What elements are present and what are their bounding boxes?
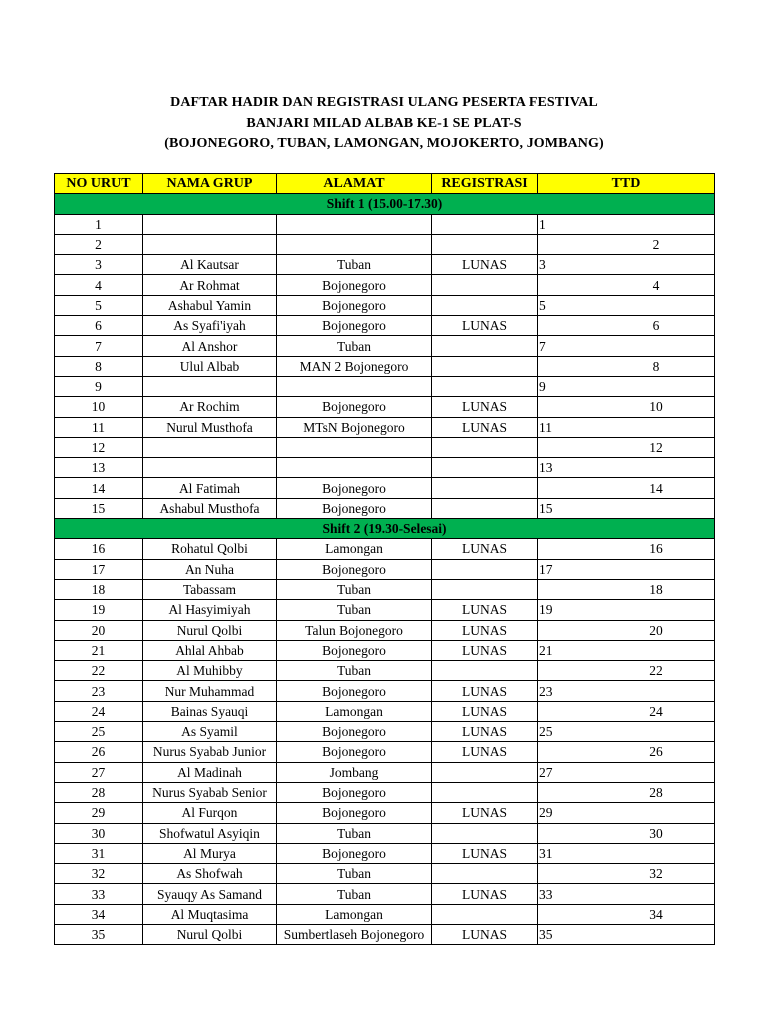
- registrasi-cell: LUNAS: [432, 803, 538, 823]
- registrasi-cell: [432, 336, 538, 356]
- nama-grup-cell: Nurul Qolbi: [143, 924, 277, 944]
- attendance-table: [54, 173, 715, 945]
- alamat-cell: Bojonegoro: [277, 316, 432, 336]
- nama-grup-cell: Bainas Syauqi: [143, 701, 277, 721]
- no-urut-cell: 8: [55, 356, 143, 376]
- nama-grup-cell: As Shofwah: [143, 864, 277, 884]
- ttd-cell[interactable]: 18: [538, 579, 715, 599]
- ttd-cell[interactable]: 8: [538, 356, 715, 376]
- shift-label: Shift 1 (15.00-17.30): [55, 194, 715, 214]
- no-urut-cell: 31: [55, 843, 143, 863]
- nama-grup-cell: Al Fatimah: [143, 478, 277, 498]
- ttd-cell[interactable]: 5: [538, 295, 715, 315]
- nama-grup-cell: An Nuha: [143, 559, 277, 579]
- document-title-line3: (BOJONEGORO, TUBAN, LAMONGAN, MOJOKERTO, JOMBANG): [164, 136, 604, 151]
- ttd-cell[interactable]: 26: [538, 742, 715, 762]
- shift-label: Shift 2 (19.30-Selesai): [55, 519, 715, 539]
- alamat-cell: Bojonegoro: [277, 397, 432, 417]
- nama-grup-cell: [143, 437, 277, 457]
- no-urut-cell: 22: [55, 661, 143, 681]
- no-urut-cell: 13: [55, 458, 143, 478]
- table-row: [55, 255, 715, 275]
- ttd-cell[interactable]: 28: [538, 782, 715, 802]
- no-urut-cell: 19: [55, 600, 143, 620]
- nama-grup-cell: Ashabul Musthofa: [143, 498, 277, 518]
- table-row: [55, 478, 715, 498]
- registrasi-cell: LUNAS: [432, 600, 538, 620]
- registrasi-cell: [432, 437, 538, 457]
- nama-grup-cell: Al Hasyimiyah: [143, 600, 277, 620]
- ttd-cell[interactable]: 23: [538, 681, 715, 701]
- nama-grup-cell: Ahlal Ahbab: [143, 640, 277, 660]
- alamat-cell: Bojonegoro: [277, 722, 432, 742]
- alamat-cell: Bojonegoro: [277, 295, 432, 315]
- nama-grup-cell: Al Anshor: [143, 336, 277, 356]
- table-row: [55, 843, 715, 863]
- no-urut-cell: 17: [55, 559, 143, 579]
- registrasi-cell: LUNAS: [432, 640, 538, 660]
- registrasi-cell: LUNAS: [432, 316, 538, 336]
- table-row: [55, 681, 715, 701]
- registrasi-cell: [432, 579, 538, 599]
- ttd-cell[interactable]: 10: [538, 397, 715, 417]
- alamat-cell: [277, 214, 432, 234]
- ttd-cell[interactable]: 11: [538, 417, 715, 437]
- table-row: [55, 762, 715, 782]
- nama-grup-cell: Ulul Albab: [143, 356, 277, 376]
- ttd-cell[interactable]: 25: [538, 722, 715, 742]
- no-urut-cell: 26: [55, 742, 143, 762]
- document-title-line1: DAFTAR HADIR DAN REGISTRASI ULANG PESERTA FESTIVAL: [170, 95, 598, 110]
- table-row: [55, 722, 715, 742]
- registrasi-cell: LUNAS: [432, 742, 538, 762]
- registrasi-cell: [432, 904, 538, 924]
- alamat-cell: Bojonegoro: [277, 681, 432, 701]
- no-urut-cell: 14: [55, 478, 143, 498]
- nama-grup-cell: Nurus Syabab Senior: [143, 782, 277, 802]
- shift-row: [55, 519, 715, 539]
- no-urut-cell: 34: [55, 904, 143, 924]
- registrasi-cell: LUNAS: [432, 620, 538, 640]
- table-row: [55, 417, 715, 437]
- alamat-cell: [277, 234, 432, 254]
- registrasi-cell: [432, 498, 538, 518]
- ttd-cell[interactable]: 1: [538, 214, 715, 234]
- nama-grup-cell: [143, 214, 277, 234]
- no-urut-cell: 20: [55, 620, 143, 640]
- ttd-cell[interactable]: 33: [538, 884, 715, 904]
- nama-grup-cell: [143, 376, 277, 396]
- registrasi-cell: LUNAS: [432, 417, 538, 437]
- nama-grup-cell: As Syamil: [143, 722, 277, 742]
- ttd-cell[interactable]: 9: [538, 376, 715, 396]
- header-row: [55, 174, 715, 194]
- nama-grup-cell: Syauqy As Samand: [143, 884, 277, 904]
- table-row: [55, 559, 715, 579]
- alamat-cell: [277, 376, 432, 396]
- no-urut-cell: 10: [55, 397, 143, 417]
- no-urut-cell: 23: [55, 681, 143, 701]
- no-urut-cell: 32: [55, 864, 143, 884]
- header-nama-grup: NAMA GRUP: [143, 174, 277, 194]
- registrasi-cell: LUNAS: [432, 701, 538, 721]
- alamat-cell: Tuban: [277, 864, 432, 884]
- alamat-cell: Bojonegoro: [277, 742, 432, 762]
- registrasi-cell: [432, 214, 538, 234]
- alamat-cell: Bojonegoro: [277, 275, 432, 295]
- registrasi-cell: [432, 782, 538, 802]
- no-urut-cell: 35: [55, 924, 143, 944]
- nama-grup-cell: Al Muqtasima: [143, 904, 277, 924]
- no-urut-cell: 16: [55, 539, 143, 559]
- table-row: [55, 661, 715, 681]
- ttd-cell[interactable]: 34: [538, 904, 715, 924]
- ttd-cell[interactable]: 22: [538, 661, 715, 681]
- registrasi-cell: LUNAS: [432, 681, 538, 701]
- ttd-cell[interactable]: 20: [538, 620, 715, 640]
- table-row: [55, 437, 715, 457]
- registrasi-cell: [432, 823, 538, 843]
- ttd-cell[interactable]: 19: [538, 600, 715, 620]
- no-urut-cell: 9: [55, 376, 143, 396]
- alamat-cell: [277, 458, 432, 478]
- nama-grup-cell: Al Murya: [143, 843, 277, 863]
- registrasi-cell: [432, 356, 538, 376]
- alamat-cell: Bojonegoro: [277, 498, 432, 518]
- no-urut-cell: 18: [55, 579, 143, 599]
- alamat-cell: Tuban: [277, 661, 432, 681]
- alamat-cell: Lamongan: [277, 904, 432, 924]
- alamat-cell: Talun Bojonegoro: [277, 620, 432, 640]
- no-urut-cell: 3: [55, 255, 143, 275]
- no-urut-cell: 11: [55, 417, 143, 437]
- no-urut-cell: 6: [55, 316, 143, 336]
- table-row: [55, 498, 715, 518]
- registrasi-cell: [432, 661, 538, 681]
- table-row: [55, 884, 715, 904]
- registrasi-cell: [432, 234, 538, 254]
- alamat-cell: Bojonegoro: [277, 843, 432, 863]
- table-row: [55, 600, 715, 620]
- registrasi-cell: [432, 762, 538, 782]
- alamat-cell: Tuban: [277, 579, 432, 599]
- table-row: [55, 214, 715, 234]
- alamat-cell: Tuban: [277, 884, 432, 904]
- nama-grup-cell: [143, 458, 277, 478]
- nama-grup-cell: Al Furqon: [143, 803, 277, 823]
- no-urut-cell: 30: [55, 823, 143, 843]
- ttd-cell[interactable]: 24: [538, 701, 715, 721]
- nama-grup-cell: Ar Rohmat: [143, 275, 277, 295]
- ttd-cell[interactable]: 17: [538, 559, 715, 579]
- no-urut-cell: 12: [55, 437, 143, 457]
- table-row: [55, 397, 715, 417]
- nama-grup-cell: Nurus Syabab Junior: [143, 742, 277, 762]
- registrasi-cell: [432, 376, 538, 396]
- no-urut-cell: 27: [55, 762, 143, 782]
- ttd-cell[interactable]: 35: [538, 924, 715, 944]
- ttd-cell[interactable]: 30: [538, 823, 715, 843]
- registrasi-cell: [432, 864, 538, 884]
- alamat-cell: Tuban: [277, 255, 432, 275]
- nama-grup-cell: Nurul Qolbi: [143, 620, 277, 640]
- table-row: [55, 924, 715, 944]
- alamat-cell: Bojonegoro: [277, 478, 432, 498]
- table-row: [55, 234, 715, 254]
- nama-grup-cell: Nurul Musthofa: [143, 417, 277, 437]
- nama-grup-cell: Nur Muhammad: [143, 681, 277, 701]
- table-row: [55, 336, 715, 356]
- registrasi-cell: [432, 559, 538, 579]
- registrasi-cell: LUNAS: [432, 843, 538, 863]
- ttd-cell[interactable]: 13: [538, 458, 715, 478]
- table-row: [55, 579, 715, 599]
- ttd-cell[interactable]: 7: [538, 336, 715, 356]
- nama-grup-cell: Al Muhibby: [143, 661, 277, 681]
- no-urut-cell: 7: [55, 336, 143, 356]
- alamat-cell: Lamongan: [277, 539, 432, 559]
- table-row: [55, 782, 715, 802]
- nama-grup-cell: Ar Rochim: [143, 397, 277, 417]
- nama-grup-cell: Al Madinah: [143, 762, 277, 782]
- ttd-cell[interactable]: 27: [538, 762, 715, 782]
- ttd-cell[interactable]: 31: [538, 843, 715, 863]
- header-alamat: ALAMAT: [277, 174, 432, 194]
- registrasi-cell: LUNAS: [432, 397, 538, 417]
- no-urut-cell: 24: [55, 701, 143, 721]
- no-urut-cell: 15: [55, 498, 143, 518]
- registrasi-cell: LUNAS: [432, 884, 538, 904]
- header-no-urut: NO URUT: [55, 174, 143, 194]
- table-row: [55, 640, 715, 660]
- table-row: [55, 620, 715, 640]
- nama-grup-cell: As Syafi'iyah: [143, 316, 277, 336]
- ttd-cell[interactable]: 3: [538, 255, 715, 275]
- registrasi-cell: LUNAS: [432, 924, 538, 944]
- table-row: [55, 904, 715, 924]
- alamat-cell: MAN 2 Bojonegoro: [277, 356, 432, 376]
- alamat-cell: Bojonegoro: [277, 782, 432, 802]
- nama-grup-cell: Ashabul Yamin: [143, 295, 277, 315]
- alamat-cell: Tuban: [277, 600, 432, 620]
- ttd-cell[interactable]: 16: [538, 539, 715, 559]
- table-row: [55, 295, 715, 315]
- table-row: [55, 316, 715, 336]
- ttd-cell[interactable]: 29: [538, 803, 715, 823]
- alamat-cell: MTsN Bojonegoro: [277, 417, 432, 437]
- registrasi-cell: [432, 478, 538, 498]
- nama-grup-cell: Tabassam: [143, 579, 277, 599]
- registrasi-cell: [432, 295, 538, 315]
- nama-grup-cell: Shofwatul Asyiqin: [143, 823, 277, 843]
- document-title-line2: BANJARI MILAD ALBAB KE-1 SE PLAT-S: [246, 116, 522, 131]
- table-row: [55, 275, 715, 295]
- alamat-cell: Bojonegoro: [277, 559, 432, 579]
- registrasi-cell: LUNAS: [432, 539, 538, 559]
- table-row: [55, 458, 715, 478]
- nama-grup-cell: Al Kautsar: [143, 255, 277, 275]
- no-urut-cell: 25: [55, 722, 143, 742]
- no-urut-cell: 21: [55, 640, 143, 660]
- ttd-cell[interactable]: 21: [538, 640, 715, 660]
- no-urut-cell: 28: [55, 782, 143, 802]
- table-row: [55, 864, 715, 884]
- no-urut-cell: 5: [55, 295, 143, 315]
- ttd-cell[interactable]: 6: [538, 316, 715, 336]
- alamat-cell: [277, 437, 432, 457]
- no-urut-cell: 2: [55, 234, 143, 254]
- registrasi-cell: LUNAS: [432, 722, 538, 742]
- ttd-cell[interactable]: 32: [538, 864, 715, 884]
- header-registrasi: REGISTRASI: [432, 174, 538, 194]
- table-row: [55, 376, 715, 396]
- registrasi-cell: LUNAS: [432, 255, 538, 275]
- table-row: [55, 803, 715, 823]
- ttd-cell[interactable]: 12: [538, 437, 715, 457]
- no-urut-cell: 4: [55, 275, 143, 295]
- alamat-cell: Tuban: [277, 823, 432, 843]
- ttd-cell[interactable]: 14: [538, 478, 715, 498]
- shift-row: [55, 194, 715, 214]
- no-urut-cell: 1: [55, 214, 143, 234]
- table-row: [55, 356, 715, 376]
- no-urut-cell: 29: [55, 803, 143, 823]
- table-row: [55, 823, 715, 843]
- alamat-cell: Bojonegoro: [277, 803, 432, 823]
- alamat-cell: Bojonegoro: [277, 640, 432, 660]
- table-row: [55, 539, 715, 559]
- ttd-cell[interactable]: 2: [538, 234, 715, 254]
- table-row: [55, 701, 715, 721]
- no-urut-cell: 33: [55, 884, 143, 904]
- registrasi-cell: [432, 275, 538, 295]
- alamat-cell: Jombang: [277, 762, 432, 782]
- nama-grup-cell: Rohatul Qolbi: [143, 539, 277, 559]
- alamat-cell: Sumbertlaseh Bojonegoro: [277, 924, 432, 944]
- alamat-cell: Lamongan: [277, 701, 432, 721]
- table-row: [55, 742, 715, 762]
- alamat-cell: Tuban: [277, 336, 432, 356]
- header-ttd: TTD: [538, 174, 715, 194]
- ttd-cell[interactable]: 15: [538, 498, 715, 518]
- registrasi-cell: [432, 458, 538, 478]
- nama-grup-cell: [143, 234, 277, 254]
- ttd-cell[interactable]: 4: [538, 275, 715, 295]
